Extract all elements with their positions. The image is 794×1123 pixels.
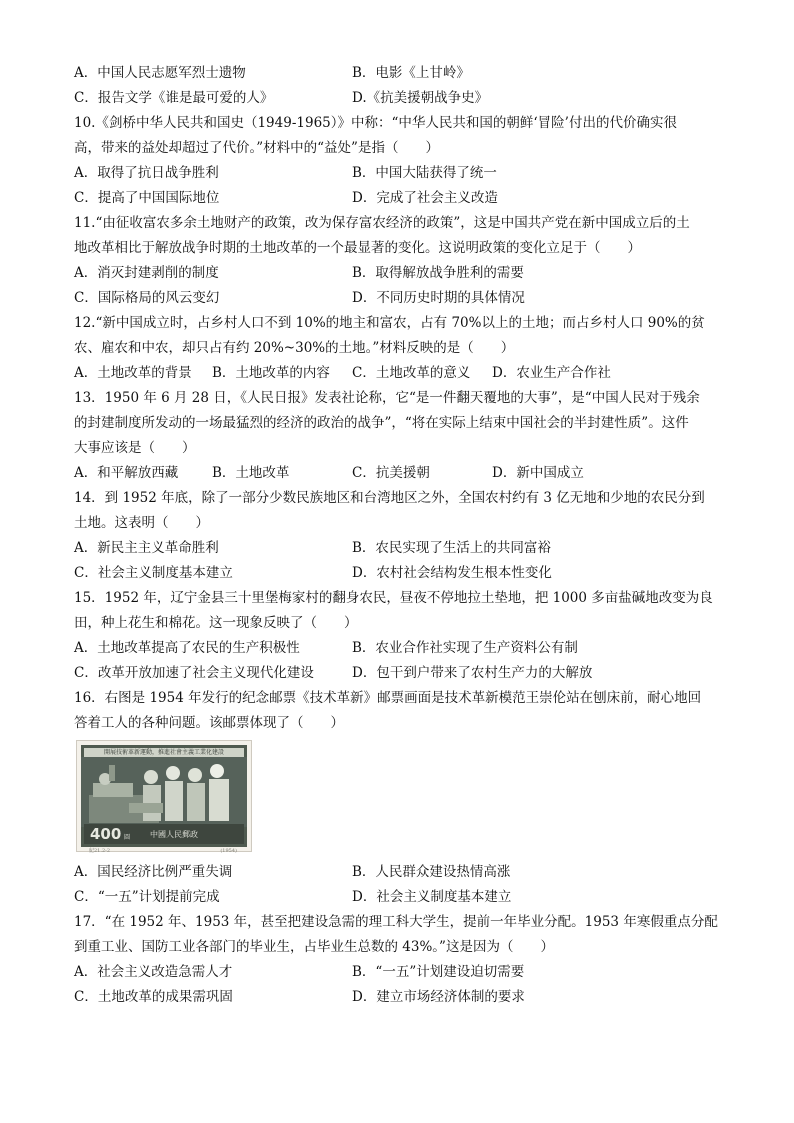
q16-stem-line1: 16．右图是 1954 年发行的纪念邮票《技术革新》邮票画面是技术革新模范王崇伦站在刨床前，耐心地回 [74,690,702,706]
q11-option-a: A．消灭封建剥削的制度 [74,265,219,281]
q9-option-b: B．电影《上甘岭》 [352,65,470,81]
stamp-image [76,740,252,852]
q12-option-a: A．土地改革的背景 [74,365,192,381]
q11-option-b: B．取得解放战争胜利的需要 [352,265,524,281]
q9-option-d: D.《抗美援朝战争史》 [352,90,489,106]
q17-option-b: B．“一五”计划建设迫切需要 [352,964,525,980]
q16-option-d: D．社会主义制度基本建立 [352,889,512,905]
q17-option-a: A．社会主义改造急需人才 [74,964,233,980]
stamp-issuer: 中國人民郵政 [150,830,198,839]
q15-stem-line1: 15．1952 年，辽宁金县三十里堡梅家村的翻身农民，昼夜不停地拉土垫地，把 1000 多亩盐碱地改变为良 [74,590,713,606]
q13-option-a: A．和平解放西藏 [74,465,179,481]
q12-option-c: C．土地改革的意义 [352,365,471,381]
q13-option-b: B．土地改革 [212,465,290,481]
q9-option-a: A．中国人民志愿军烈士遗物 [74,65,246,81]
q11-option-c: C．国际格局的风云变幻 [74,290,220,306]
stamp-code: 紀21.2-2 [89,848,111,854]
q10-stem-line2: 高，带来的益处却超过了代价。”材料中的“益处”是指（ ） [74,140,439,156]
stamp-picture [81,745,247,847]
q16-stem-line2: 答着工人的各种问题。该邮票体现了（ ） [74,715,344,731]
stamp-denomination: 400 [90,825,122,843]
q15-option-c: C．改革开放加速了社会主义现代化建设 [74,665,314,681]
q14-option-d: D．农村社会结构发生根本性变化 [352,565,552,581]
q11-stem-line2: 地改革相比于解放战争时期的土地改革的一个最显著的变化。这说明政策的变化立足于（ ） [74,240,641,256]
q15-stem-line2: 田，种上花生和棉花。这一现象反映了（ ） [74,615,358,631]
q14-option-b: B．农民实现了生活上的共同富裕 [352,540,551,556]
q17-stem-line2: 到重工业、国防工业各部门的毕业生，占毕业生总数的 43%。”这是因为（ ） [74,939,554,955]
q13-stem-line2: 的封建制度所发动的一场最猛烈的经济的政治的战争”，“将在实际上结束中国社会的半封建性质”。这件 [74,415,689,431]
q13-stem-line3: 大事应该是（ ） [74,440,196,456]
stamp-footer [84,824,244,844]
q11-option-d: D．不同历史时期的具体情况 [352,290,525,306]
q17-option-d: D．建立市场经济体制的要求 [352,989,525,1005]
q16-option-a: A．国民经济比例严重失调 [74,864,233,880]
q11-stem-line1: 11.“由征收富农多余土地财产的政策，改为保存富农经济的政策”，这是中国共产党在新中国成立后的土 [74,215,690,231]
stamp-year: (1954) [220,848,237,854]
q14-stem-line1: 14．到 1952 年底，除了一部分少数民族地区和台湾地区之外，全国农村约有 3 亿无地和少地的农民分到 [74,490,705,506]
q10-option-b: B．中国大陆获得了统一 [352,165,497,181]
q14-stem-line2: 土地。这表明（ ） [74,515,209,531]
q17-option-c: C．土地改革的成果需巩固 [74,989,233,1005]
q13-option-d: D．新中国成立 [492,465,584,481]
q10-option-d: D．完成了社会主义改造 [352,190,498,206]
q10-stem-line1: 10.《剑桥中华人民共和国史（1949-1965）》中称：“中华人民共和国的朝鲜‘冒险’付出的代价确实很 [74,115,677,131]
q9-option-c: C．报告文学《谁是最可爱的人》 [74,90,274,106]
q14-option-c: C．社会主义制度基本建立 [74,565,233,581]
q14-option-a: A．新民主主义革命胜利 [74,540,219,556]
q15-option-a: A．土地改革提高了农民的生产积极性 [74,640,300,656]
q10-option-a: A．取得了抗日战争胜利 [74,165,219,181]
q13-option-c: C．抗美援朝 [352,465,430,481]
q12-stem-line2: 农、雇农和中农，却只占有约 20%~30%的土地。”材料反映的是（ ） [74,340,515,356]
q10-option-c: C．提高了中国国际地位 [74,190,220,206]
stamp-denomination-unit: 圓 [124,834,131,841]
stamp-slogan: 開展技術革新運動，推進社會主義工業化建設 [84,748,244,757]
q12-option-d: D．农业生产合作社 [492,365,611,381]
q15-option-b: B．农业合作社实现了生产资料公有制 [352,640,578,656]
q16-option-c: C．“一五”计划提前完成 [74,889,220,905]
q12-stem-line1: 12.“新中国成立时，占乡村人口不到 10%的地主和富农，占有 70%以上的土地；而占乡村人口 90%的贫 [74,315,705,331]
q15-option-d: D．包干到户带来了农村生产力的大解放 [352,665,593,681]
q16-option-b: B．人民群众建设热情高涨 [352,864,511,880]
q12-option-b: B．土地改革的内容 [212,365,330,381]
q17-stem-line1: 17．“在 1952 年、1953 年，甚至把建设急需的理工科大学生，提前一年毕业分配。1953 年寒假重点分配 [74,914,718,930]
q13-stem-line1: 13．1950 年 6 月 28 日，《人民日报》发表社论称，它“是一件翻天覆地的大事”，是“中国人民对于残余 [74,390,700,406]
